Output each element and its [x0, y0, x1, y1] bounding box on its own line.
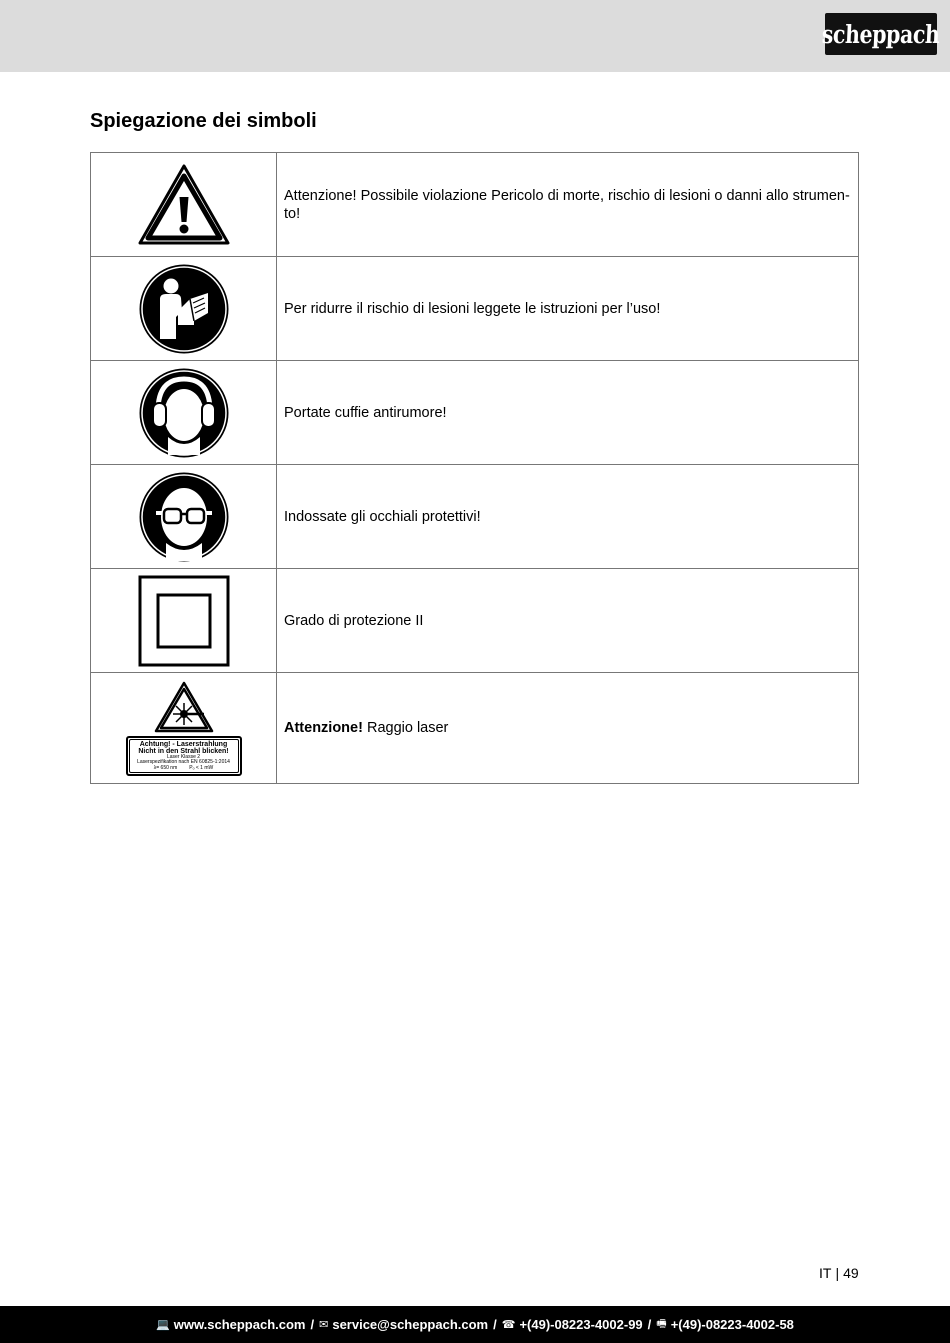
- laser-label-line: Laserspezifikation nach EN 60825-1:2014: [137, 759, 230, 766]
- laser-label-line: Achtung! - Laserstrahlung: [139, 740, 228, 748]
- symbol-description-bold: Attenzione!: [284, 720, 363, 736]
- icon-cell: [91, 673, 277, 784]
- protection-class-ii-icon: [138, 575, 230, 667]
- symbol-description: Indossate gli occhiali protettivi!: [277, 465, 859, 569]
- table-row: [91, 153, 859, 257]
- footer-separator: /: [310, 1317, 315, 1332]
- footer-phone: +(49)-08223-4002-99: [519, 1317, 643, 1332]
- page-number-value: 49: [843, 1265, 859, 1281]
- ear-protection-icon: [138, 367, 230, 459]
- icon-cell: [91, 361, 277, 465]
- fax-icon: 🖷: [656, 1317, 667, 1330]
- footer-separator: /: [493, 1317, 497, 1332]
- footer-band: [0, 1306, 950, 1343]
- table-row: [91, 361, 859, 465]
- warning-triangle-icon: [138, 164, 230, 246]
- icon-cell: [91, 569, 277, 673]
- table-row: [91, 673, 859, 784]
- header-band: [0, 0, 950, 72]
- read-manual-icon: [138, 263, 230, 355]
- symbol-description: Grado di protezione II: [277, 569, 859, 673]
- table-row: [91, 569, 859, 673]
- table-row: [91, 257, 859, 361]
- icon-cell: [91, 153, 277, 257]
- page-number-separator: |: [835, 1265, 840, 1281]
- eye-protection-icon: [138, 471, 230, 563]
- laser-power: Pₒ < 1 mW: [189, 764, 214, 771]
- symbol-description: Per ridurre il rischio di lesioni leggete le istruzioni per l’uso!: [277, 257, 859, 361]
- laser-warning-icon: [154, 681, 214, 733]
- footer-website[interactable]: www.scheppach.com: [173, 1317, 306, 1332]
- icon-cell: [91, 465, 277, 569]
- laser-warning-label: [126, 736, 242, 776]
- symbol-description: [277, 673, 859, 784]
- page-number: [819, 1265, 859, 1281]
- footer-fax: +(49)-08223-4002-58: [670, 1317, 794, 1332]
- logo-text: scheppach: [821, 19, 941, 49]
- laser-label-line: Nicht in den Strahl blicken!: [138, 747, 229, 755]
- laser-label-line: Laser Klasse 2: [166, 754, 201, 761]
- page-title: Spiegazione dei simboli: [90, 110, 317, 132]
- phone-icon: ☎: [501, 1318, 516, 1331]
- footer-separator: /: [647, 1317, 652, 1332]
- language-code: IT: [819, 1265, 832, 1281]
- symbol-description-rest: Raggio laser: [362, 720, 449, 736]
- symbol-description: Attenzione! Possibile violazione Pericolo di morte, rischio di lesioni o danni allo strumen-to!: [277, 153, 859, 257]
- computer-icon: 💻: [156, 1318, 170, 1331]
- email-icon: ✉: [319, 1318, 329, 1331]
- laser-wavelength: λ= 650 nm: [153, 764, 178, 771]
- scheppach-logo: [821, 13, 941, 55]
- footer-email[interactable]: service@scheppach.com: [332, 1317, 489, 1332]
- symbol-table: [90, 152, 859, 784]
- icon-cell: [91, 257, 277, 361]
- symbol-description: Portate cuffie antirumore!: [277, 361, 859, 465]
- table-row: [91, 465, 859, 569]
